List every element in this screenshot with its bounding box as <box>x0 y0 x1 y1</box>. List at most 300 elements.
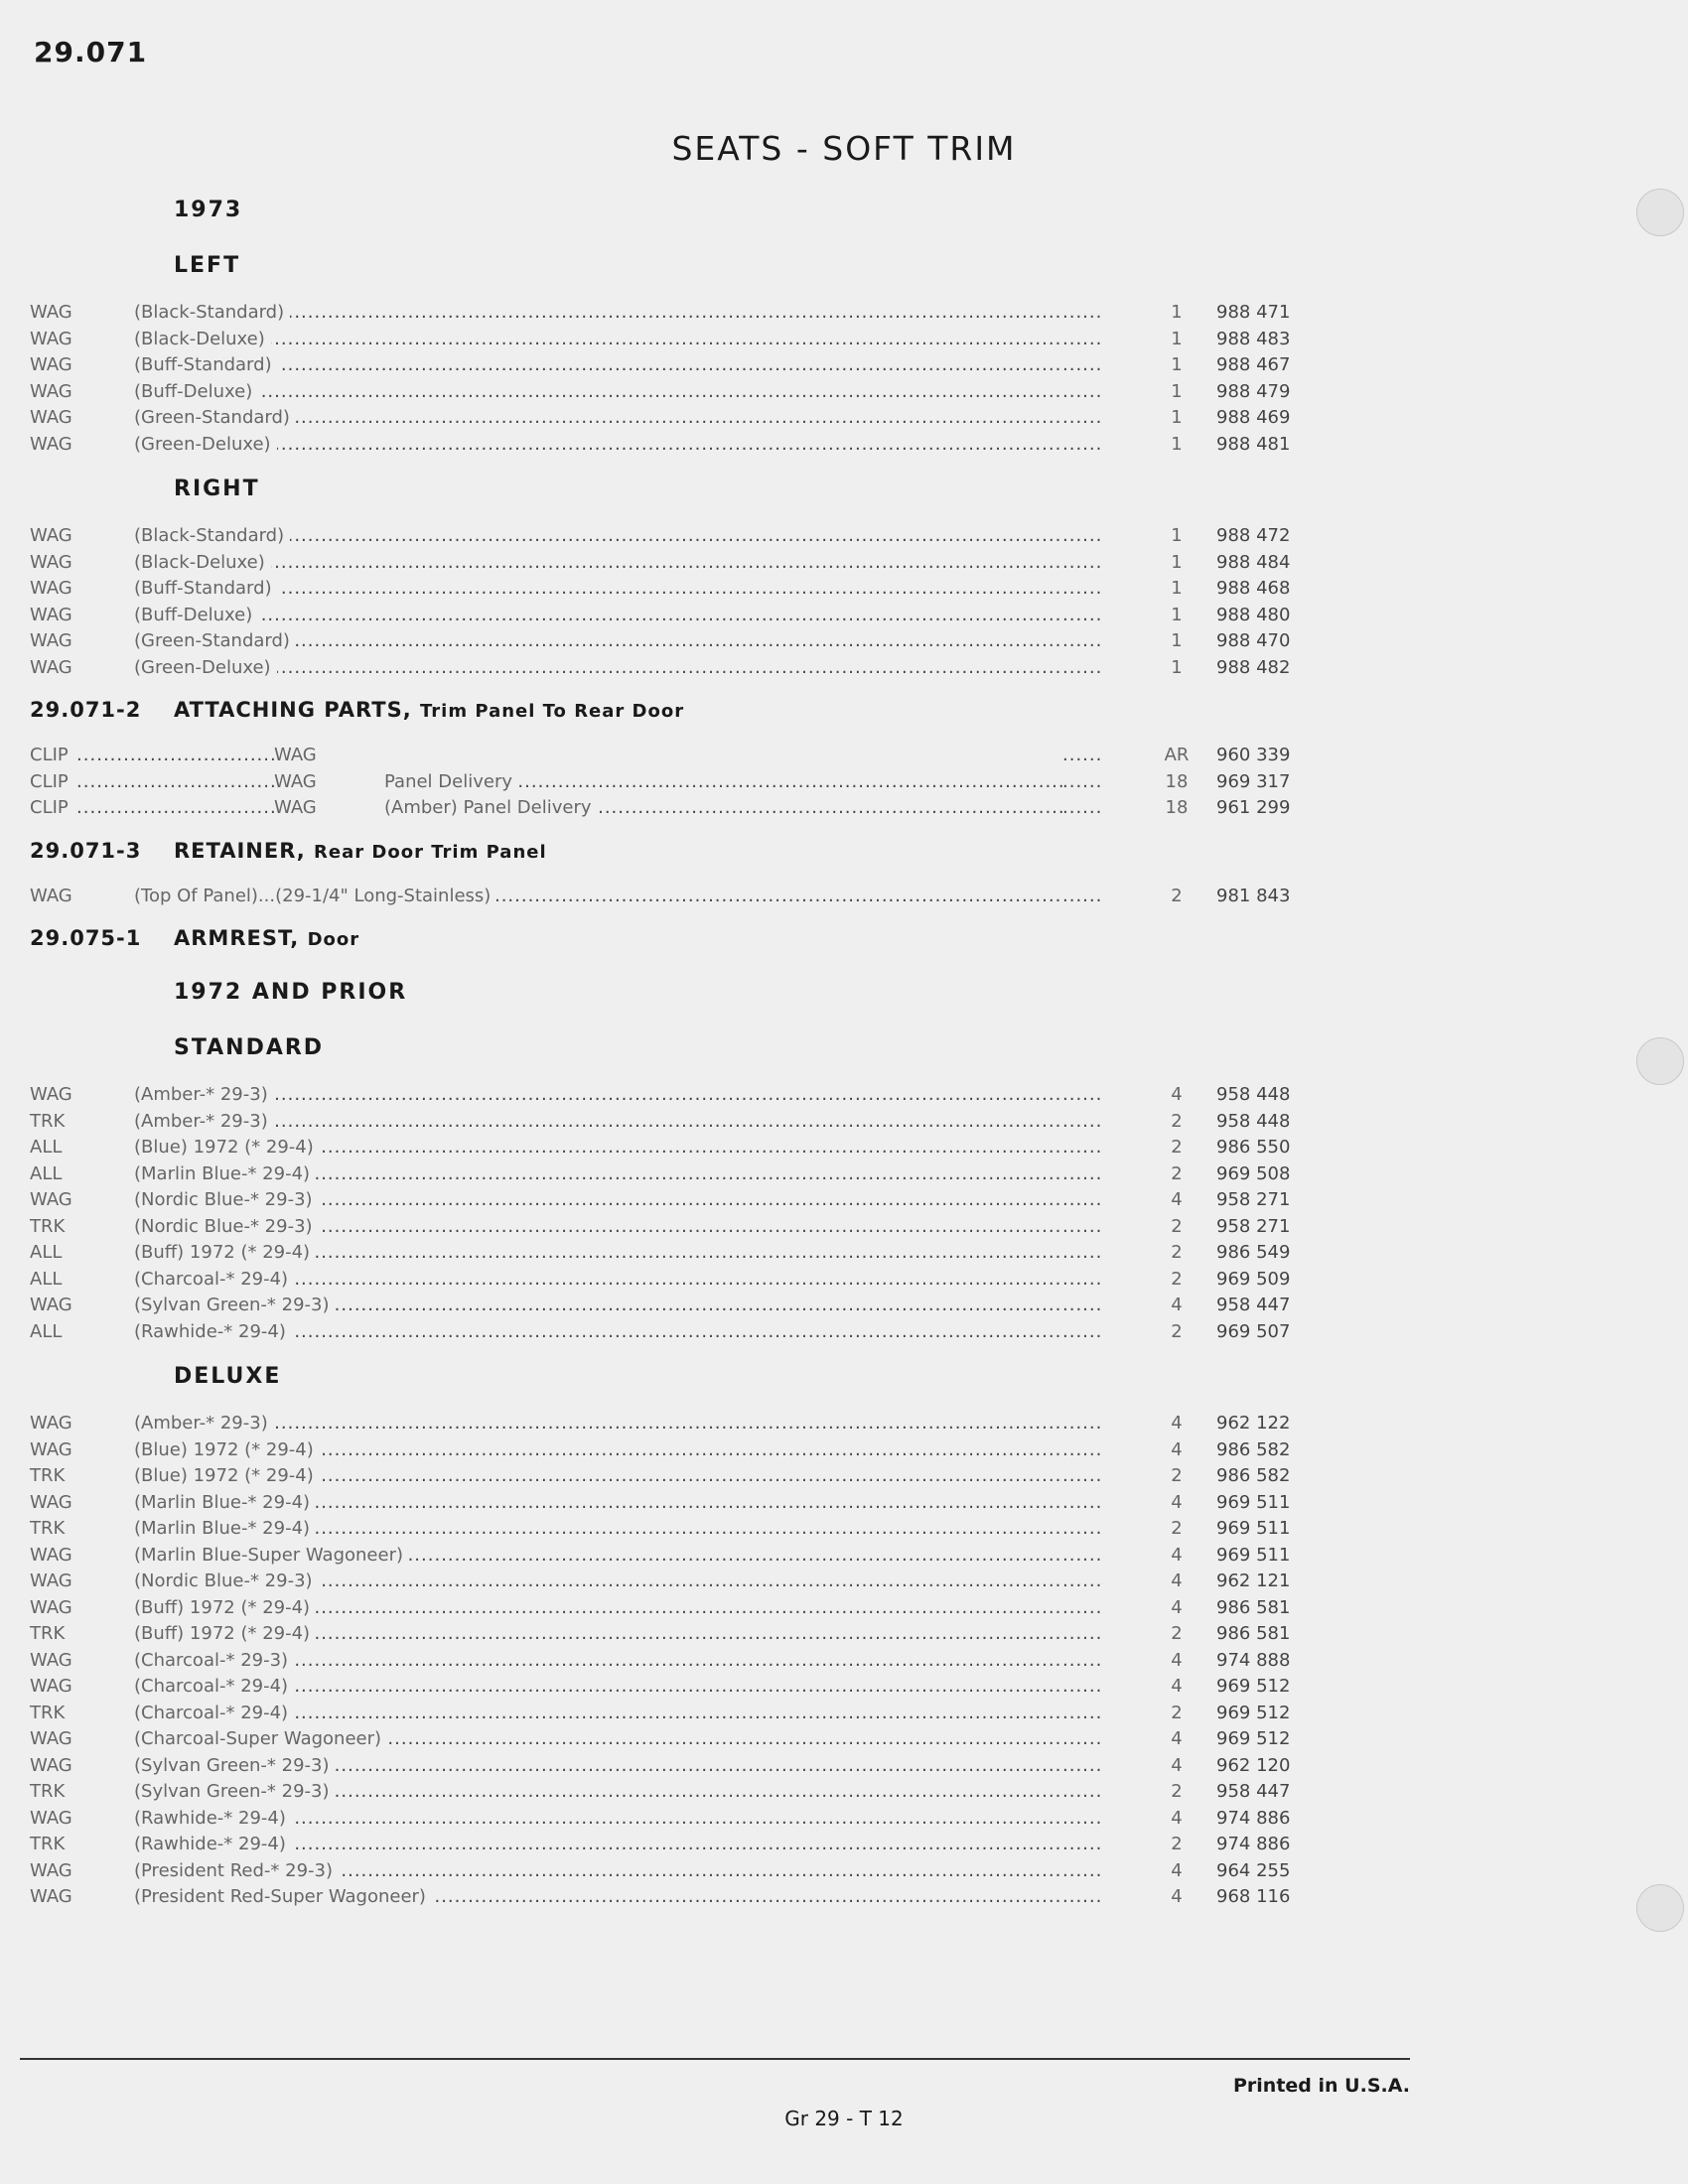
quantity: 4 <box>1171 1189 1183 1210</box>
model-code: TRK <box>30 1781 66 1802</box>
leader-dots: ...... <box>1062 525 1103 546</box>
part-description <box>30 795 1062 822</box>
model-code: WAG <box>30 407 72 428</box>
part-description: (Sylvan Green-* 29-3) ..... <box>134 1779 1062 1806</box>
leader-dots: ...... <box>1062 328 1103 349</box>
part-description: (Amber-* 29-3) ..... <box>134 1082 1062 1109</box>
quantity: 2 <box>1171 1268 1183 1290</box>
parts-list <box>30 179 1350 1911</box>
leader-dots: ...... <box>1062 1834 1103 1854</box>
binder-hole <box>1636 1884 1684 1932</box>
part-description: (Buff) 1972 (* 29-4) ..... <box>134 1240 1062 1267</box>
model-code: WAG <box>30 1413 72 1433</box>
part-row <box>30 1082 1350 1109</box>
part-row <box>30 1161 1350 1188</box>
quantity: 4 <box>1171 1544 1183 1566</box>
quantity: 2 <box>1171 1110 1183 1132</box>
part-number: 958 271 <box>1216 1189 1291 1210</box>
quantity: 1 <box>1171 433 1183 455</box>
model-code: ALL <box>30 1162 63 1184</box>
part-number: 986 549 <box>1216 1242 1291 1263</box>
subsection-heading: RIGHT <box>174 477 260 501</box>
part-description: (President Red-* 29-3) ..... <box>134 1858 1062 1885</box>
part-number: 958 448 <box>1216 1110 1291 1132</box>
part-row <box>30 1463 1350 1490</box>
section-title: ATTACHING PARTS, <box>174 698 412 722</box>
part-number: 981 843 <box>1216 885 1291 906</box>
leader-dots: ...... <box>1062 407 1103 428</box>
part-description-text: (Amber) Panel Delivery <box>384 797 598 818</box>
model-code: WAG <box>30 433 72 455</box>
quantity: 4 <box>1171 1649 1183 1671</box>
leader-dots: ...... <box>1062 885 1103 906</box>
model-code: WAG <box>30 1649 72 1671</box>
part-row <box>30 769 1350 796</box>
spacer <box>30 290 1350 300</box>
quantity: 4 <box>1171 1413 1183 1433</box>
part-number: 969 512 <box>1216 1702 1291 1723</box>
model-code: ALL <box>30 1137 63 1158</box>
part-number: 969 509 <box>1216 1268 1291 1290</box>
part-row <box>30 1411 1350 1437</box>
part-row <box>30 1832 1350 1858</box>
part-description: (Charcoal-Super Wagoneer) ..... <box>134 1726 1062 1753</box>
binder-hole <box>1636 1037 1684 1085</box>
part-number: 962 121 <box>1216 1570 1291 1591</box>
quantity: 2 <box>1171 1320 1183 1342</box>
part-description: (Amber-* 29-3) ..... <box>134 1109 1062 1136</box>
quantity: 4 <box>1171 1084 1183 1105</box>
leader-dots: ...... <box>1062 1162 1103 1184</box>
part-row <box>30 1240 1350 1267</box>
quantity: 4 <box>1171 1676 1183 1697</box>
leader-dots: ...... <box>1062 302 1103 323</box>
part-number: 958 447 <box>1216 1295 1291 1315</box>
leader-dots: ...... <box>1062 1728 1103 1749</box>
leader-dots: ...... <box>1062 1570 1103 1591</box>
model-code: WAG <box>30 1886 72 1907</box>
part-number: 958 448 <box>1216 1084 1291 1105</box>
part-row <box>30 1437 1350 1464</box>
part-row <box>30 1595 1350 1622</box>
part-number: 988 483 <box>1216 328 1291 349</box>
leader-dots: ...... <box>1062 1596 1103 1618</box>
page-number: 29.071 <box>34 36 148 68</box>
part-description: (Rawhide-* 29-4) ..... <box>134 1832 1062 1858</box>
part-number: 958 447 <box>1216 1781 1291 1802</box>
leader-dots: ...... <box>1062 1491 1103 1513</box>
leader-dots: ...... <box>1062 1189 1103 1210</box>
part-row <box>30 1135 1350 1161</box>
part-description: (Marlin Blue-* 29-4) ..... <box>134 1490 1062 1517</box>
quantity: 4 <box>1171 1807 1183 1829</box>
leader-dots: ...... <box>1062 1137 1103 1158</box>
part-description: (Marlin Blue-Super Wagoneer) ..... <box>134 1543 1062 1570</box>
leader-dots: ...... <box>1062 1110 1103 1132</box>
part-row <box>30 300 1350 327</box>
part-row <box>30 523 1350 550</box>
leader-dots: ...... <box>1062 1859 1103 1881</box>
quantity: 2 <box>1171 1781 1183 1802</box>
section-title: RETAINER, <box>174 838 306 863</box>
part-description: (Buff-Deluxe) ..... <box>134 603 1062 629</box>
leader-dots: ...... <box>1062 604 1103 625</box>
model-code: TRK <box>30 1702 66 1723</box>
leader-dots: ...... <box>1062 1438 1103 1460</box>
subsection-heading: LEFT <box>174 253 241 278</box>
part-description: (Black-Deluxe) ..... <box>134 327 1062 353</box>
quantity: 1 <box>1171 328 1183 349</box>
part-description: (Green-Standard) ..... <box>134 405 1062 432</box>
section-heading <box>30 681 1350 733</box>
part-number: 969 508 <box>1216 1162 1291 1184</box>
quantity: 1 <box>1171 525 1183 546</box>
part-description: (Marlin Blue-* 29-4) ..... <box>134 1516 1062 1543</box>
section-heading <box>30 909 1350 961</box>
leader-dots: ...... <box>1062 1518 1103 1539</box>
part-number: 969 507 <box>1216 1320 1291 1342</box>
part-row <box>30 1884 1350 1911</box>
binder-hole <box>1636 189 1684 236</box>
part-description: (Nordic Blue-* 29-3) ..... <box>134 1187 1062 1214</box>
part-number: 969 512 <box>1216 1728 1291 1749</box>
leader-dots: ...... <box>1062 380 1103 402</box>
quantity: 2 <box>1171 1518 1183 1539</box>
leader-dots: ...... <box>1062 1215 1103 1237</box>
model-code: WAG <box>30 1544 72 1566</box>
leader-dots: ...... <box>1062 354 1103 375</box>
model-code: WAG <box>30 1596 72 1618</box>
quantity: 1 <box>1171 551 1183 573</box>
model-code: TRK <box>30 1518 66 1539</box>
part-row <box>30 1214 1350 1241</box>
part-row <box>30 1806 1350 1833</box>
spacer <box>30 733 1350 743</box>
part-number: 974 886 <box>1216 1834 1291 1854</box>
part-description: (Marlin Blue-* 29-4) ..... <box>134 1161 1062 1188</box>
quantity: 4 <box>1171 1754 1183 1776</box>
model-code: ALL <box>30 1242 63 1263</box>
part-number: 988 468 <box>1216 578 1291 599</box>
part-description: (Charcoal-* 29-3) ..... <box>134 1648 1062 1675</box>
part-description: (Black-Deluxe) ..... <box>134 550 1062 577</box>
part-description <box>30 743 1062 769</box>
quantity: 18 <box>1165 797 1189 818</box>
part-number: 962 122 <box>1216 1413 1291 1433</box>
model-code: WAG <box>30 354 72 375</box>
quantity: 4 <box>1171 1570 1183 1591</box>
part-number: 986 582 <box>1216 1438 1291 1460</box>
part-row <box>30 1701 1350 1727</box>
quantity: 4 <box>1171 1886 1183 1907</box>
part-number: 988 471 <box>1216 302 1291 323</box>
part-row <box>30 1779 1350 1806</box>
model-code: TRK <box>30 1834 66 1854</box>
part-description: (President Red-Super Wagoneer) ..... <box>134 1884 1062 1911</box>
leader-dots: ...... <box>1062 1676 1103 1697</box>
part-row <box>30 628 1350 655</box>
part-number: 961 299 <box>1216 797 1291 818</box>
leader-dots: ...... <box>1062 1242 1103 1263</box>
part-number: 969 512 <box>1216 1676 1291 1697</box>
quantity: 1 <box>1171 302 1183 323</box>
model-code: WAG <box>30 630 72 651</box>
part-row <box>30 1293 1350 1319</box>
part-number: 964 255 <box>1216 1859 1291 1881</box>
quantity: 2 <box>1171 1465 1183 1486</box>
model-code: WAG <box>30 1807 72 1829</box>
subsection-heading: DELUXE <box>174 1364 282 1389</box>
model-code: ALL <box>30 1268 63 1290</box>
part-description: (Nordic Blue-* 29-3) ..... <box>134 1569 1062 1595</box>
quantity: 2 <box>1171 1162 1183 1184</box>
part-number: 960 339 <box>1216 745 1291 765</box>
part-row <box>30 550 1350 577</box>
model-code: WAG <box>30 380 72 402</box>
quantity: 4 <box>1171 1859 1183 1881</box>
leader-dots: ...... <box>1062 1268 1103 1290</box>
part-description: (Black-Standard) ..... <box>134 523 1062 550</box>
subsection-heading: 1972 AND PRIOR <box>174 980 408 1005</box>
leader-dots: ...... <box>1062 745 1103 765</box>
leader-dots: ...... <box>1062 433 1103 455</box>
quantity: 2 <box>1171 1623 1183 1644</box>
part-number: 988 467 <box>1216 354 1291 375</box>
part-row <box>30 1621 1350 1648</box>
section-subtitle: Rear Door Trim Panel <box>314 841 547 863</box>
part-description: (Black-Standard) ..... <box>134 300 1062 327</box>
section-number: 29.071-3 <box>30 838 142 863</box>
spacer <box>30 1072 1350 1082</box>
part-number: 974 888 <box>1216 1649 1291 1671</box>
quantity: 4 <box>1171 1596 1183 1618</box>
part-row <box>30 743 1350 769</box>
section-subtitle: Trim Panel To Rear Door <box>419 701 685 722</box>
part-row <box>30 1187 1350 1214</box>
quantity: 2 <box>1171 885 1183 906</box>
model-code: WAG <box>30 1438 72 1460</box>
quantity: 2 <box>1171 1702 1183 1723</box>
part-row <box>30 576 1350 603</box>
leader-dots: ...... <box>1062 1807 1103 1829</box>
part-row <box>30 432 1350 459</box>
part-row <box>30 1569 1350 1595</box>
part-number: 969 511 <box>1216 1491 1291 1513</box>
model-code: WAG <box>30 1084 72 1105</box>
part-row <box>30 379 1350 406</box>
part-name: CLIP <box>30 771 74 792</box>
model-code: WAG <box>30 1491 72 1513</box>
part-number: 969 317 <box>1216 770 1291 792</box>
quantity: 2 <box>1171 1834 1183 1854</box>
page-reference: Gr 29 - T 12 <box>784 2107 904 2130</box>
part-number: 988 480 <box>1216 604 1291 625</box>
part-number: 988 479 <box>1216 380 1291 402</box>
model-code: WAG <box>30 1728 72 1749</box>
part-description: (Charcoal-* 29-4) ..... <box>134 1267 1062 1294</box>
part-row <box>30 1490 1350 1517</box>
model-code: WAG <box>30 1859 72 1881</box>
section-number: 29.071-2 <box>30 698 142 722</box>
model-code: ALL <box>30 1320 63 1342</box>
leader-dots: ...... <box>1062 1465 1103 1486</box>
part-description: (Rawhide-* 29-4) ..... <box>134 1319 1062 1346</box>
part-number: 986 581 <box>1216 1596 1291 1618</box>
subsection-heading: STANDARD <box>174 1035 325 1060</box>
quantity: 2 <box>1171 1137 1183 1158</box>
subsection-heading: 1973 <box>174 198 243 222</box>
part-row <box>30 1109 1350 1136</box>
part-row <box>30 1516 1350 1543</box>
part-number: 958 271 <box>1216 1215 1291 1237</box>
quantity: 4 <box>1171 1491 1183 1513</box>
model-code: WAG <box>30 328 72 349</box>
leader-dots: ...... <box>1062 770 1103 792</box>
part-number: 988 469 <box>1216 407 1291 428</box>
quantity: 1 <box>1171 656 1183 678</box>
quantity: 4 <box>1171 1728 1183 1749</box>
model-code: WAG <box>30 604 72 625</box>
part-description: (Buff-Deluxe) ..... <box>134 379 1062 406</box>
part-description: (Green-Standard) ..... <box>134 628 1062 655</box>
leader-dots: ...... <box>1062 1702 1103 1723</box>
leader-dots: ...... <box>1062 1544 1103 1566</box>
model-code: WAG <box>30 1189 72 1210</box>
quantity: 1 <box>1171 604 1183 625</box>
model-code: TRK <box>30 1465 66 1486</box>
part-row <box>30 1753 1350 1780</box>
quantity: 1 <box>1171 578 1183 599</box>
leader-dots: ...... <box>1062 656 1103 678</box>
model-code: WAG <box>30 1295 72 1315</box>
part-row <box>30 1858 1350 1885</box>
part-number: 968 116 <box>1216 1886 1291 1907</box>
part-description: (Buff-Standard) ..... <box>134 576 1062 603</box>
part-description: (Green-Deluxe) ..... <box>134 432 1062 459</box>
part-number: 988 482 <box>1216 656 1291 678</box>
page-title: SEATS - SOFT TRIM <box>671 129 1017 168</box>
part-description: (Blue) 1972 (* 29-4) ..... <box>134 1463 1062 1490</box>
quantity: 18 <box>1165 770 1189 792</box>
part-description: (Blue) 1972 (* 29-4) ..... <box>134 1437 1062 1464</box>
part-number: 986 581 <box>1216 1623 1291 1644</box>
part-row <box>30 1543 1350 1570</box>
leader-dots: ...... <box>1062 1649 1103 1671</box>
spacer <box>30 874 1350 884</box>
leader-dots: ...... <box>1062 1320 1103 1342</box>
part-number: 962 120 <box>1216 1754 1291 1776</box>
part-description: (Nordic Blue-* 29-3) ..... <box>134 1214 1062 1241</box>
part-row <box>30 1319 1350 1346</box>
part-name: CLIP <box>30 745 74 765</box>
part-description: (Sylvan Green-* 29-3) ..... <box>134 1293 1062 1319</box>
part-row <box>30 405 1350 432</box>
section-heading <box>30 822 1350 874</box>
quantity: AR <box>1164 745 1190 765</box>
part-description: (Charcoal-* 29-4) ..... <box>134 1701 1062 1727</box>
part-number: 988 484 <box>1216 551 1291 573</box>
quantity: 2 <box>1171 1242 1183 1263</box>
part-row <box>30 603 1350 629</box>
model-code: WAG <box>30 525 72 546</box>
quantity: 1 <box>1171 354 1183 375</box>
part-description: (Blue) 1972 (* 29-4) ..... <box>134 1135 1062 1161</box>
model-code: WAG <box>30 1570 72 1591</box>
section-subtitle: Door <box>307 929 360 950</box>
part-name: CLIP <box>30 797 74 818</box>
leader-dots: ...... <box>1062 1295 1103 1315</box>
part-row <box>30 1674 1350 1701</box>
model-code: WAG <box>274 795 384 822</box>
section-title: ARMREST, <box>174 926 300 950</box>
model-code: WAG <box>274 743 384 769</box>
model-code: WAG <box>30 578 72 599</box>
part-description <box>30 769 1062 796</box>
model-code: WAG <box>30 1754 72 1776</box>
part-row <box>30 1267 1350 1294</box>
part-row <box>30 655 1350 682</box>
part-number: 969 511 <box>1216 1518 1291 1539</box>
part-row <box>30 1726 1350 1753</box>
spacer <box>30 513 1350 523</box>
leader-dots: ...... <box>1062 578 1103 599</box>
part-number: 974 886 <box>1216 1807 1291 1829</box>
part-description: (Green-Deluxe) ..... <box>134 655 1062 682</box>
model-code: WAG <box>30 551 72 573</box>
quantity: 1 <box>1171 407 1183 428</box>
leader-dots: ...... <box>1062 797 1103 818</box>
part-row <box>30 884 1350 910</box>
part-number: 988 472 <box>1216 525 1291 546</box>
leader-dots: ...... <box>1062 1623 1103 1644</box>
spacer <box>30 1401 1350 1411</box>
part-number: 988 481 <box>1216 433 1291 455</box>
part-description: (Buff) 1972 (* 29-4) ..... <box>134 1621 1062 1648</box>
part-number: 988 470 <box>1216 630 1291 651</box>
leader-dots: ...... <box>1062 1084 1103 1105</box>
model-code: TRK <box>30 1110 66 1132</box>
part-description: (Rawhide-* 29-4) ..... <box>134 1806 1062 1833</box>
part-description: (Top Of Panel)...(29-1/4" Long-Stainless) ..... <box>134 884 1062 910</box>
model-code: TRK <box>30 1623 66 1644</box>
part-number: 969 511 <box>1216 1544 1291 1566</box>
quantity: 4 <box>1171 1438 1183 1460</box>
part-row <box>30 795 1350 822</box>
footer-rule <box>20 2058 1410 2060</box>
quantity: 2 <box>1171 1215 1183 1237</box>
quantity: 1 <box>1171 380 1183 402</box>
model-code: WAG <box>30 1676 72 1697</box>
model-code: TRK <box>30 1215 66 1237</box>
part-number: 986 582 <box>1216 1465 1291 1486</box>
part-description: (Amber-* 29-3) ..... <box>134 1411 1062 1437</box>
model-code: WAG <box>30 656 72 678</box>
model-code: WAG <box>274 769 384 796</box>
part-description: (Buff) 1972 (* 29-4) ..... <box>134 1595 1062 1622</box>
leader-dots: ...... <box>1062 1886 1103 1907</box>
quantity: 4 <box>1171 1295 1183 1315</box>
part-row <box>30 352 1350 379</box>
section-number: 29.075-1 <box>30 926 142 950</box>
leader-dots: ...... <box>1062 1781 1103 1802</box>
part-description: (Buff-Standard) ..... <box>134 352 1062 379</box>
printed-in-usa: Printed in U.S.A. <box>1233 2075 1410 2097</box>
leader-dots: ...... <box>1062 551 1103 573</box>
quantity: 1 <box>1171 630 1183 651</box>
part-description: (Charcoal-* 29-4) ..... <box>134 1674 1062 1701</box>
model-code: WAG <box>30 885 72 906</box>
leader-dots: ...... <box>1062 630 1103 651</box>
